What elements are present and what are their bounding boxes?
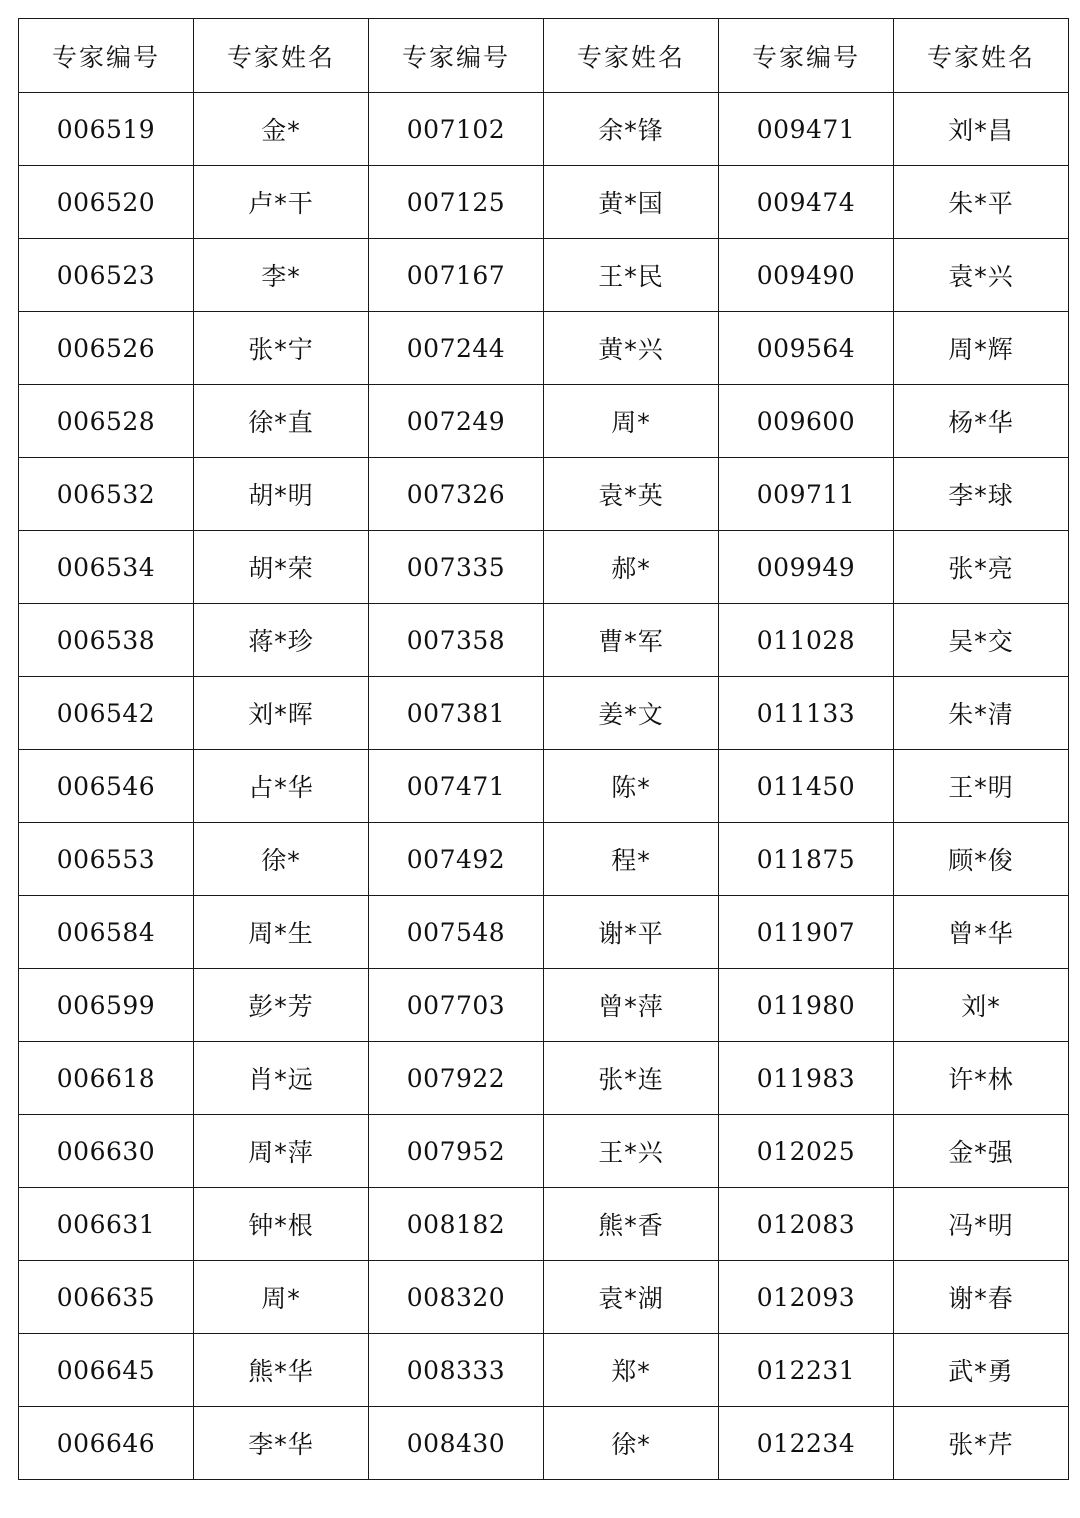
expert-id-cell: 006542 (19, 677, 194, 750)
expert-name-cell: 徐*直 (194, 385, 369, 458)
table-row (19, 93, 1069, 166)
expert-table-body (19, 93, 1069, 1480)
expert-name-cell: 肖*远 (194, 1042, 369, 1115)
expert-id-cell: 006631 (19, 1188, 194, 1261)
table-row (19, 1334, 1069, 1407)
expert-name-cell: 张*亮 (894, 531, 1069, 604)
expert-name-cell: 徐* (544, 1407, 719, 1480)
expert-id-cell: 007492 (369, 823, 544, 896)
expert-id-cell: 006538 (19, 604, 194, 677)
expert-name-cell: 徐* (194, 823, 369, 896)
expert-id-cell: 012231 (719, 1334, 894, 1407)
expert-id-cell: 011028 (719, 604, 894, 677)
table-row (19, 896, 1069, 969)
expert-name-cell: 曾*华 (894, 896, 1069, 969)
expert-id-cell: 011907 (719, 896, 894, 969)
expert-id-cell: 006520 (19, 166, 194, 239)
expert-id-cell: 011133 (719, 677, 894, 750)
expert-table (18, 18, 1069, 1480)
table-row (19, 1261, 1069, 1334)
expert-name-cell: 袁*湖 (544, 1261, 719, 1334)
expert-id-cell: 007381 (369, 677, 544, 750)
expert-name-cell: 余*锋 (544, 93, 719, 166)
expert-name-cell: 王*明 (894, 750, 1069, 823)
expert-id-cell: 006528 (19, 385, 194, 458)
expert-id-cell: 006635 (19, 1261, 194, 1334)
table-row (19, 1042, 1069, 1115)
expert-name-cell: 李*球 (894, 458, 1069, 531)
expert-id-cell: 009600 (719, 385, 894, 458)
table-row (19, 312, 1069, 385)
header-expert-id-1: 专家编号 (19, 19, 194, 93)
expert-id-cell: 007952 (369, 1115, 544, 1188)
expert-id-cell: 006618 (19, 1042, 194, 1115)
expert-name-cell: 周* (194, 1261, 369, 1334)
expert-id-cell: 009711 (719, 458, 894, 531)
expert-id-cell: 006599 (19, 969, 194, 1042)
header-expert-name-2: 专家姓名 (544, 19, 719, 93)
expert-name-cell: 金*强 (894, 1115, 1069, 1188)
expert-id-cell: 012093 (719, 1261, 894, 1334)
expert-name-cell: 张*芹 (894, 1407, 1069, 1480)
expert-id-cell: 006519 (19, 93, 194, 166)
table-row (19, 1115, 1069, 1188)
expert-name-cell: 袁*英 (544, 458, 719, 531)
expert-name-cell: 刘*晖 (194, 677, 369, 750)
header-expert-name-3: 专家姓名 (894, 19, 1069, 93)
expert-id-cell: 006630 (19, 1115, 194, 1188)
expert-id-cell: 011983 (719, 1042, 894, 1115)
expert-id-cell: 011980 (719, 969, 894, 1042)
expert-name-cell: 金* (194, 93, 369, 166)
expert-id-cell: 006532 (19, 458, 194, 531)
expert-name-cell: 胡*荣 (194, 531, 369, 604)
expert-name-cell: 许*林 (894, 1042, 1069, 1115)
expert-name-cell: 郑* (544, 1334, 719, 1407)
expert-name-cell: 彭*芳 (194, 969, 369, 1042)
expert-id-cell: 007335 (369, 531, 544, 604)
expert-name-cell: 黄*国 (544, 166, 719, 239)
table-row (19, 1407, 1069, 1480)
expert-id-cell: 007102 (369, 93, 544, 166)
expert-id-cell: 006553 (19, 823, 194, 896)
expert-name-cell: 顾*俊 (894, 823, 1069, 896)
expert-name-cell: 周*辉 (894, 312, 1069, 385)
expert-id-cell: 012025 (719, 1115, 894, 1188)
expert-name-cell: 曾*萍 (544, 969, 719, 1042)
expert-name-cell: 冯*明 (894, 1188, 1069, 1261)
expert-id-cell: 006646 (19, 1407, 194, 1480)
expert-id-cell: 007244 (369, 312, 544, 385)
expert-id-cell: 012234 (719, 1407, 894, 1480)
expert-id-cell: 008333 (369, 1334, 544, 1407)
table-row (19, 750, 1069, 823)
table-row (19, 458, 1069, 531)
expert-name-cell: 程* (544, 823, 719, 896)
expert-name-cell: 钟*根 (194, 1188, 369, 1261)
expert-name-cell: 周*萍 (194, 1115, 369, 1188)
expert-name-cell: 王*兴 (544, 1115, 719, 1188)
expert-id-cell: 007548 (369, 896, 544, 969)
expert-name-cell: 周*生 (194, 896, 369, 969)
expert-id-cell: 011875 (719, 823, 894, 896)
expert-id-cell: 006534 (19, 531, 194, 604)
expert-name-cell: 陈* (544, 750, 719, 823)
header-row (19, 19, 1069, 93)
table-row (19, 604, 1069, 677)
expert-id-cell: 008320 (369, 1261, 544, 1334)
expert-id-cell: 009949 (719, 531, 894, 604)
expert-name-cell: 熊*华 (194, 1334, 369, 1407)
expert-id-cell: 011450 (719, 750, 894, 823)
expert-id-cell: 006546 (19, 750, 194, 823)
expert-id-cell: 006523 (19, 239, 194, 312)
expert-id-cell: 009471 (719, 93, 894, 166)
expert-name-cell: 王*民 (544, 239, 719, 312)
expert-id-cell: 007125 (369, 166, 544, 239)
expert-id-cell: 007922 (369, 1042, 544, 1115)
expert-id-cell: 006584 (19, 896, 194, 969)
expert-name-cell: 张*连 (544, 1042, 719, 1115)
expert-name-cell: 周* (544, 385, 719, 458)
expert-id-cell: 006645 (19, 1334, 194, 1407)
expert-name-cell: 卢*干 (194, 166, 369, 239)
expert-name-cell: 占*华 (194, 750, 369, 823)
table-row (19, 239, 1069, 312)
table-row (19, 166, 1069, 239)
expert-id-cell: 006526 (19, 312, 194, 385)
table-row (19, 531, 1069, 604)
expert-id-cell: 007703 (369, 969, 544, 1042)
expert-name-cell: 谢*春 (894, 1261, 1069, 1334)
expert-name-cell: 朱*清 (894, 677, 1069, 750)
expert-id-cell: 007358 (369, 604, 544, 677)
expert-id-cell: 009490 (719, 239, 894, 312)
expert-table-header (19, 19, 1069, 93)
expert-name-cell: 李* (194, 239, 369, 312)
expert-name-cell: 刘* (894, 969, 1069, 1042)
expert-id-cell: 007167 (369, 239, 544, 312)
expert-name-cell: 谢*平 (544, 896, 719, 969)
expert-name-cell: 曹*军 (544, 604, 719, 677)
table-row (19, 385, 1069, 458)
expert-id-cell: 012083 (719, 1188, 894, 1261)
header-expert-id-3: 专家编号 (719, 19, 894, 93)
table-row (19, 677, 1069, 750)
expert-name-cell: 刘*昌 (894, 93, 1069, 166)
expert-name-cell: 朱*平 (894, 166, 1069, 239)
expert-list-sheet (18, 18, 1068, 1480)
expert-id-cell: 009474 (719, 166, 894, 239)
expert-name-cell: 胡*明 (194, 458, 369, 531)
expert-id-cell: 007326 (369, 458, 544, 531)
expert-id-cell: 007471 (369, 750, 544, 823)
expert-id-cell: 008182 (369, 1188, 544, 1261)
expert-name-cell: 杨*华 (894, 385, 1069, 458)
expert-name-cell: 姜*文 (544, 677, 719, 750)
header-expert-id-2: 专家编号 (369, 19, 544, 93)
expert-id-cell: 008430 (369, 1407, 544, 1480)
expert-id-cell: 007249 (369, 385, 544, 458)
expert-name-cell: 武*勇 (894, 1334, 1069, 1407)
expert-name-cell: 李*华 (194, 1407, 369, 1480)
expert-name-cell: 张*宁 (194, 312, 369, 385)
expert-id-cell: 009564 (719, 312, 894, 385)
expert-name-cell: 郝* (544, 531, 719, 604)
header-expert-name-1: 专家姓名 (194, 19, 369, 93)
expert-name-cell: 袁*兴 (894, 239, 1069, 312)
expert-name-cell: 黄*兴 (544, 312, 719, 385)
table-row (19, 1188, 1069, 1261)
expert-name-cell: 蒋*珍 (194, 604, 369, 677)
expert-name-cell: 吴*交 (894, 604, 1069, 677)
expert-name-cell: 熊*香 (544, 1188, 719, 1261)
table-row (19, 823, 1069, 896)
table-row (19, 969, 1069, 1042)
